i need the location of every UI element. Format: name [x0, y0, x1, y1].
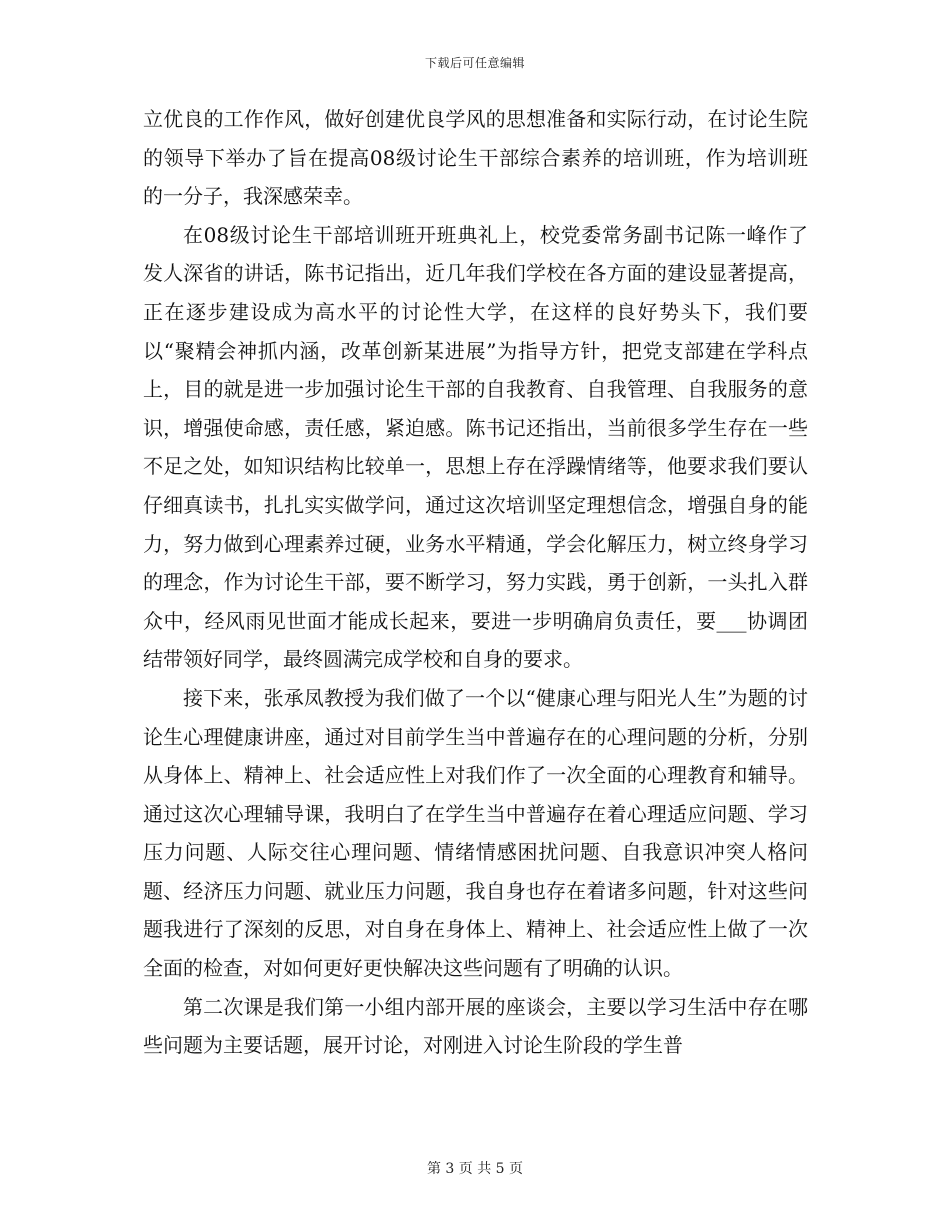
document-body [143, 100, 808, 1065]
page-footer: 第 3 页 共 5 页 [426, 1161, 524, 1177]
paragraph-psychology-lecture: 接下来，张承凤教授为我们做了一个以“健康心理与阳光人生”为题的讨论生心理健康讲座，通过对目前学生当中普遍存在的心理问题的分析，分别从身体上、精神上、社会适应性上对我们作了一次全面的心理教育和辅导。通过这次心理辅导课，我明白了在学生当中普遍存在着心理适应问题、学习压力问题、人际交往心理问题、情绪情感困扰问题、自我意识冲突人格问题、经济压力问题、就业压力问题，我自身也存在着诸多问题，针对这些问题我进行了深刻的反思，对自身在身体上、精神上、社会适应性上做了一次全面的检查，对如何更好更快解决这些问题有了明确的认识。 [143, 685, 808, 981]
paragraph-opening-ceremony: 在08级讨论生干部培训班开班典礼上，校党委常务副书记陈一峰作了发人深省的讲话，陈书记指出，近几年我们学校在各方面的建设显著提高，正在逐步建设成为高水平的讨论性大学，在这样的良好势头下，我们要以“聚精会神抓内涵，改革创新某进展”为指导方针，把党支部建在学科点上，目的就是进一步加强讨论生干部的自我教育、自我管理、自我服务的意识，增强使命感，责任感，紧迫感。陈书记还指出，当前很多学生存在一些不足之处，如知识结构比较单一，思想上存在浮躁情绪等，他要求我们要认仔细真读书，扎扎实实做学问，通过这次培训坚定理想信念，增强自身的能力，努力做到心理素养过硬，业务水平精通，学会化解压力，树立终身学习的理念，作为讨论生干部，要不断学习，努力实践，勇于创新，一头扎入群众中，经风雨见世面才能成长起来，要进一步明确肩负责任，要___协调团结带领好同学，最终圆满完成学校和自身的要求。 [143, 222, 808, 672]
paragraph-continuation: 立优良的工作作风，做好创建优良学风的思想准备和实际行动，在讨论生院的领导下举办了旨在提高08级讨论生干部综合素养的培训班，作为培训班的一分子，我深感荣幸。 [143, 107, 808, 209]
paragraph-second-class: 第二次课是我们第一小组内部开展的座谈会，主要以学习生活中存在哪些问题为主要话题，展开讨论，对刚进入讨论生阶段的学生普 [143, 994, 808, 1058]
page-header: 下载后可任意编辑 [424, 56, 525, 70]
